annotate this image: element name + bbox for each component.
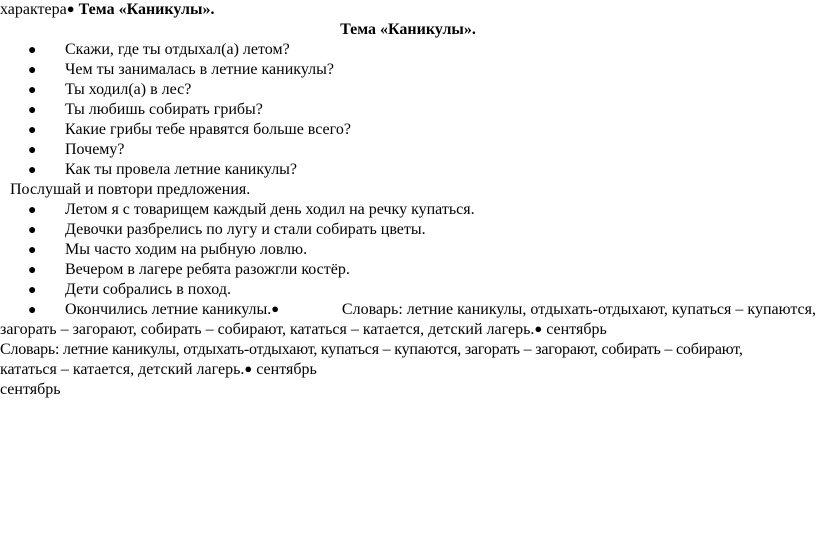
bullet-icon: ● [28, 63, 37, 78]
question-text: Как ты провела летние каникулы? [65, 161, 298, 178]
question-text: Какие грибы тебе нравятся больше всего? [65, 121, 351, 138]
bullet-icon: ● [66, 1, 75, 16]
sentence-text: Мы часто ходим на рыбную ловлю. [65, 241, 308, 258]
sentence-text: Дети собрались в поход. [65, 281, 231, 298]
instruction: Послушай и повтори предложения. [10, 181, 251, 198]
question-text: Почему? [65, 141, 125, 158]
question-text: Ты ходил(а) в лес? [65, 81, 192, 98]
bullet-icon: ● [28, 243, 37, 258]
bullet-icon: ● [271, 301, 280, 316]
vocab-block-line1 [0, 340, 816, 360]
sentence-with-vocab [65, 300, 816, 320]
bullet-icon: ● [28, 203, 37, 218]
header-prefix: характера [0, 1, 67, 18]
page-title: Тема «Каникулы». [340, 21, 476, 38]
sentence-text: Окончились летние каникулы. [65, 301, 272, 318]
vocab-inline-tail: сентябрь [546, 321, 607, 338]
bullet-icon: ● [28, 83, 37, 98]
header-title: Тема «Каникулы». [78, 1, 215, 18]
vocab-inline-line2: загорать – загорают, собирать – собирают, кататься – катается, детский лагерь. [0, 321, 535, 338]
bullet-icon: ● [28, 143, 37, 158]
question-text: Скажи, где ты отдыхал(а) летом? [65, 41, 290, 58]
sentence-text: Вечером в лагере ребята разожгли костёр. [65, 261, 350, 278]
vocab-block-text: кататься – катается, детский лагерь. [0, 361, 245, 378]
bullet-icon: ● [28, 303, 37, 318]
sentence-text: Девочки разбрелись по лугу и стали собирать цветы. [65, 221, 426, 238]
bullet-icon: ● [534, 321, 543, 336]
footer-word: сентябрь [0, 381, 61, 398]
bullet-icon: ● [28, 163, 37, 178]
bullet-icon: ● [28, 123, 37, 138]
sentence-text: Летом я с товарищем каждый день ходил на речку купаться. [65, 201, 475, 218]
question-text: Ты любишь собирать грибы? [65, 101, 263, 118]
vocab-block-text: Словарь: летние каникулы, отдыхать-отдыхают, купаться – купаются, загорать – загорают, собирать – собирают, [0, 341, 743, 358]
bullet-icon: ● [28, 263, 37, 278]
header-fragment [0, 0, 214, 20]
bullet-icon: ● [244, 361, 253, 376]
vocab-block-tail: сентябрь [256, 361, 317, 378]
bullet-icon: ● [28, 223, 37, 238]
vocab-inline-line1: Словарь: летние каникулы, отдыхать-отдыхают, купаться – купаются, [341, 301, 816, 318]
bullet-icon: ● [28, 43, 37, 58]
bullet-icon: ● [28, 283, 37, 298]
question-text: Чем ты занималась в летние каникулы? [65, 61, 334, 78]
bullet-icon: ● [28, 103, 37, 118]
vocab-block-line2 [0, 360, 317, 380]
vocab-inline-continuation [0, 320, 607, 340]
